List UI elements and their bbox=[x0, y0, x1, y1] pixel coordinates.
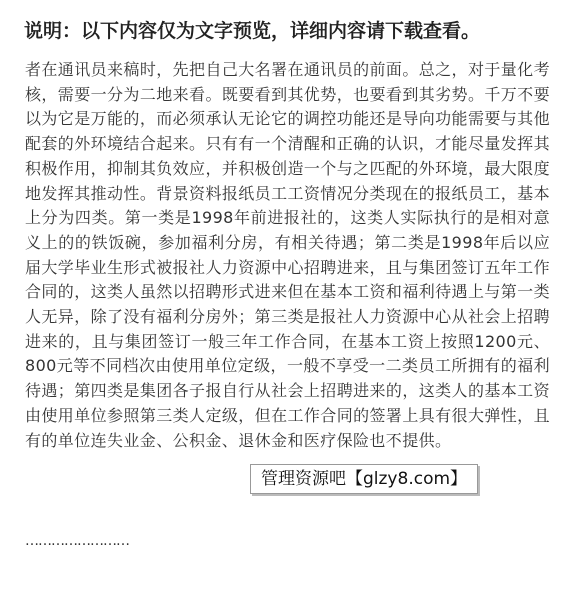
ellipsis-dots: …………………… bbox=[25, 533, 129, 549]
body-paragraph: 者在通讯员来稿时，先把自己大名署在通讯员的前面。总之，对于量化考核，需要一分为二地来看。既要看到其优势，也要看到其劣势。千万不要以为它是万能的，而必须承认无论它的调控功能还是导向功能需要与其他配套的外环境结合起来。只有有一个清醒和正确的认识，才能尽量发挥其积极作用，抑制其负效应，并积极创造一个与之匹配的外环境，最大限度地发挥其推动性。背景资料报纸员工工资情况分类现在的报纸员工，基本上分为四类。第一类是1998年前进报社的，这类人实际执行的是相对意义上的的铁饭碗，参加福利分房，有相关待遇；第二类是1998年后以应届大学毕业生形式被报社人力资源中心招聘进来，且与集团签订五年工作合同的，这类人虽然以招聘形式进来但在基本工资和福利待遇上与第一类人无异，除了没有福利分房外；第三类是报社人力资源中心从社会上招聘进来的，且与集团签订一般三年工作合同，在基本工资上按照1200元、800元等不同档次由使用单位定级，一般不享受一二类员工所拥有的福利待遇；第四类是集团各子报自行从社会上招聘进来的，这类人的基本工资由使用单位参照第三类人定级，但在工作合同的签署上具有很大弹性，且有的单位连失业金、公积金、退休金和医疗保险也不提供。 bbox=[25, 60, 550, 450]
document-body bbox=[25, 58, 550, 453]
watermark-label: 管理资源吧【glzy8.com】 bbox=[250, 464, 478, 494]
preview-notice: 说明：以下内容仅为文字预览，详细内容请下载查看。 bbox=[24, 18, 564, 44]
